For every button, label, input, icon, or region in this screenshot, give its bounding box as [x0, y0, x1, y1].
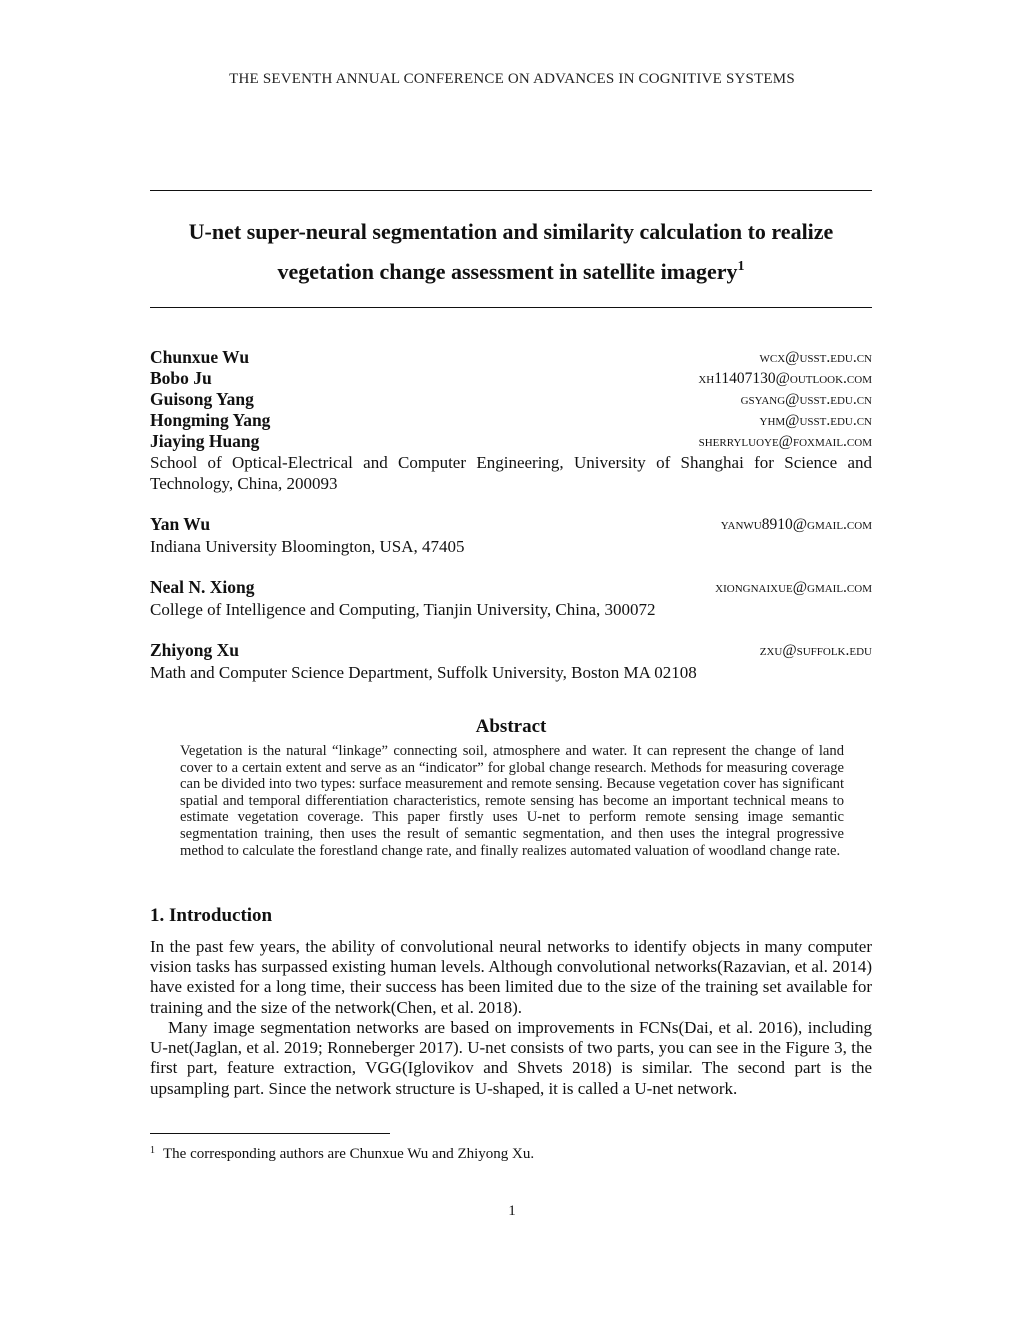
author-row: [150, 389, 872, 410]
abstract-body: Vegetation is the natural “linkage” connecting soil, atmosphere and water. It can represent the change of land cover to a certain extent and serve as an “indicator” for global change research. Methods for measuring coverage can be divided into two types: surface measurement and remote sensing. Because vegetation cover has significant spatial and temporal differentiation characteristics, remote sensing has become an important technical means to estimate vegetation coverage. This paper firstly uses U-net to perform remote sensing image semantic segmentation training, then uses the result of semantic segmentation, and then uses the integral progressive method to calculate the forestland change rate, and finally realizes automated valuation of woodland change rate.: [180, 743, 844, 859]
affiliation-tianjin: College of Intelligence and Computing, Tianjin University, China, 300072: [150, 600, 656, 619]
author-row: [150, 410, 872, 431]
paper-title: [150, 212, 872, 292]
author-name: Chunxue Wu: [150, 347, 250, 367]
footnote-text: The corresponding authors are Chunxue Wu and Zhiyong Xu.: [163, 1146, 535, 1162]
author-email[interactable]: xh11407130@outlook.com: [698, 370, 872, 387]
author-name: Yan Wu: [150, 514, 211, 534]
author-email[interactable]: yhm@usst.edu.cn: [759, 412, 872, 429]
page-number: 1: [508, 1203, 516, 1219]
affiliation-indiana: Indiana University Bloomington, USA, 47405: [150, 537, 465, 556]
section-heading-introduction: 1. Introduction: [150, 905, 273, 926]
title-line-2-text: vegetation change assessment in satellite imagery: [277, 259, 738, 284]
intro-paragraph-2: Many image segmentation networks are based on improvements in FCNs(Dai, et al. 2016), including U-net(Jaglan, et al. 2019; Ronneberger 2017). U-net consists of two parts, you can see in the Figure 3, the first part, feature extraction, VGG(Iglovikov and Shvets 2018) is similar. The second part is the upsampling part. Since the network structure is U-shaped, it is called a U-net network.: [150, 1018, 872, 1098]
affiliation-suffolk: Math and Computer Science Department, Suffolk University, Boston MA 02108: [150, 663, 697, 682]
title-bottom-rule: [150, 307, 872, 308]
author-name: Jiaying Huang: [150, 431, 260, 451]
affiliation-usst: School of Optical-Electrical and Computer Engineering, University of Shanghai for Science and Technology, China, 200093: [150, 453, 872, 493]
author-row: [150, 431, 872, 452]
author-row-yan-wu: [150, 514, 872, 535]
title-footnote-mark: 1: [737, 259, 745, 274]
footnote-mark: 1: [150, 1145, 155, 1156]
author-row: [150, 368, 872, 389]
title-line-1: U-net super-neural segmentation and similarity calculation to realize: [188, 219, 834, 244]
author-row-neal-xiong: [150, 577, 872, 598]
author-email[interactable]: sherryluoye@foxmail.com: [698, 433, 872, 450]
footnote-rule: [150, 1133, 390, 1134]
author-name: Guisong Yang: [150, 389, 254, 409]
intro-paragraph-1: In the past few years, the ability of convolutional neural networks to identify objects in many computer vision tasks has surpassed existing human levels. Although convolutional networks(Razavian, et al. 2014) have existed for a long time, their success has been limited due to the size of the training set available for training and the size of the network(Chen, et al. 2018).: [150, 937, 872, 1017]
footnote: [150, 1145, 872, 1163]
running-head: THE SEVENTH ANNUAL CONFERENCE ON ADVANCES IN COGNITIVE SYSTEMS: [229, 71, 795, 87]
abstract-heading: Abstract: [475, 716, 547, 737]
author-email[interactable]: yanwu8910@gmail.com: [720, 516, 872, 533]
author-name: Neal N. Xiong: [150, 577, 255, 597]
author-email[interactable]: zxu@suffolk.edu: [759, 642, 872, 659]
author-email[interactable]: gsyang@usst.edu.cn: [740, 391, 872, 408]
author-email[interactable]: xiongnaixue@gmail.com: [715, 579, 872, 596]
author-row-zhiyong-xu: [150, 640, 872, 661]
author-row: [150, 347, 872, 368]
title-line-2: [150, 252, 872, 292]
author-name: Bobo Ju: [150, 368, 212, 388]
author-name: Zhiyong Xu: [150, 640, 239, 660]
title-top-rule: [150, 190, 872, 191]
author-email[interactable]: wcx@usst.edu.cn: [759, 349, 872, 366]
author-name: Hongming Yang: [150, 410, 271, 430]
